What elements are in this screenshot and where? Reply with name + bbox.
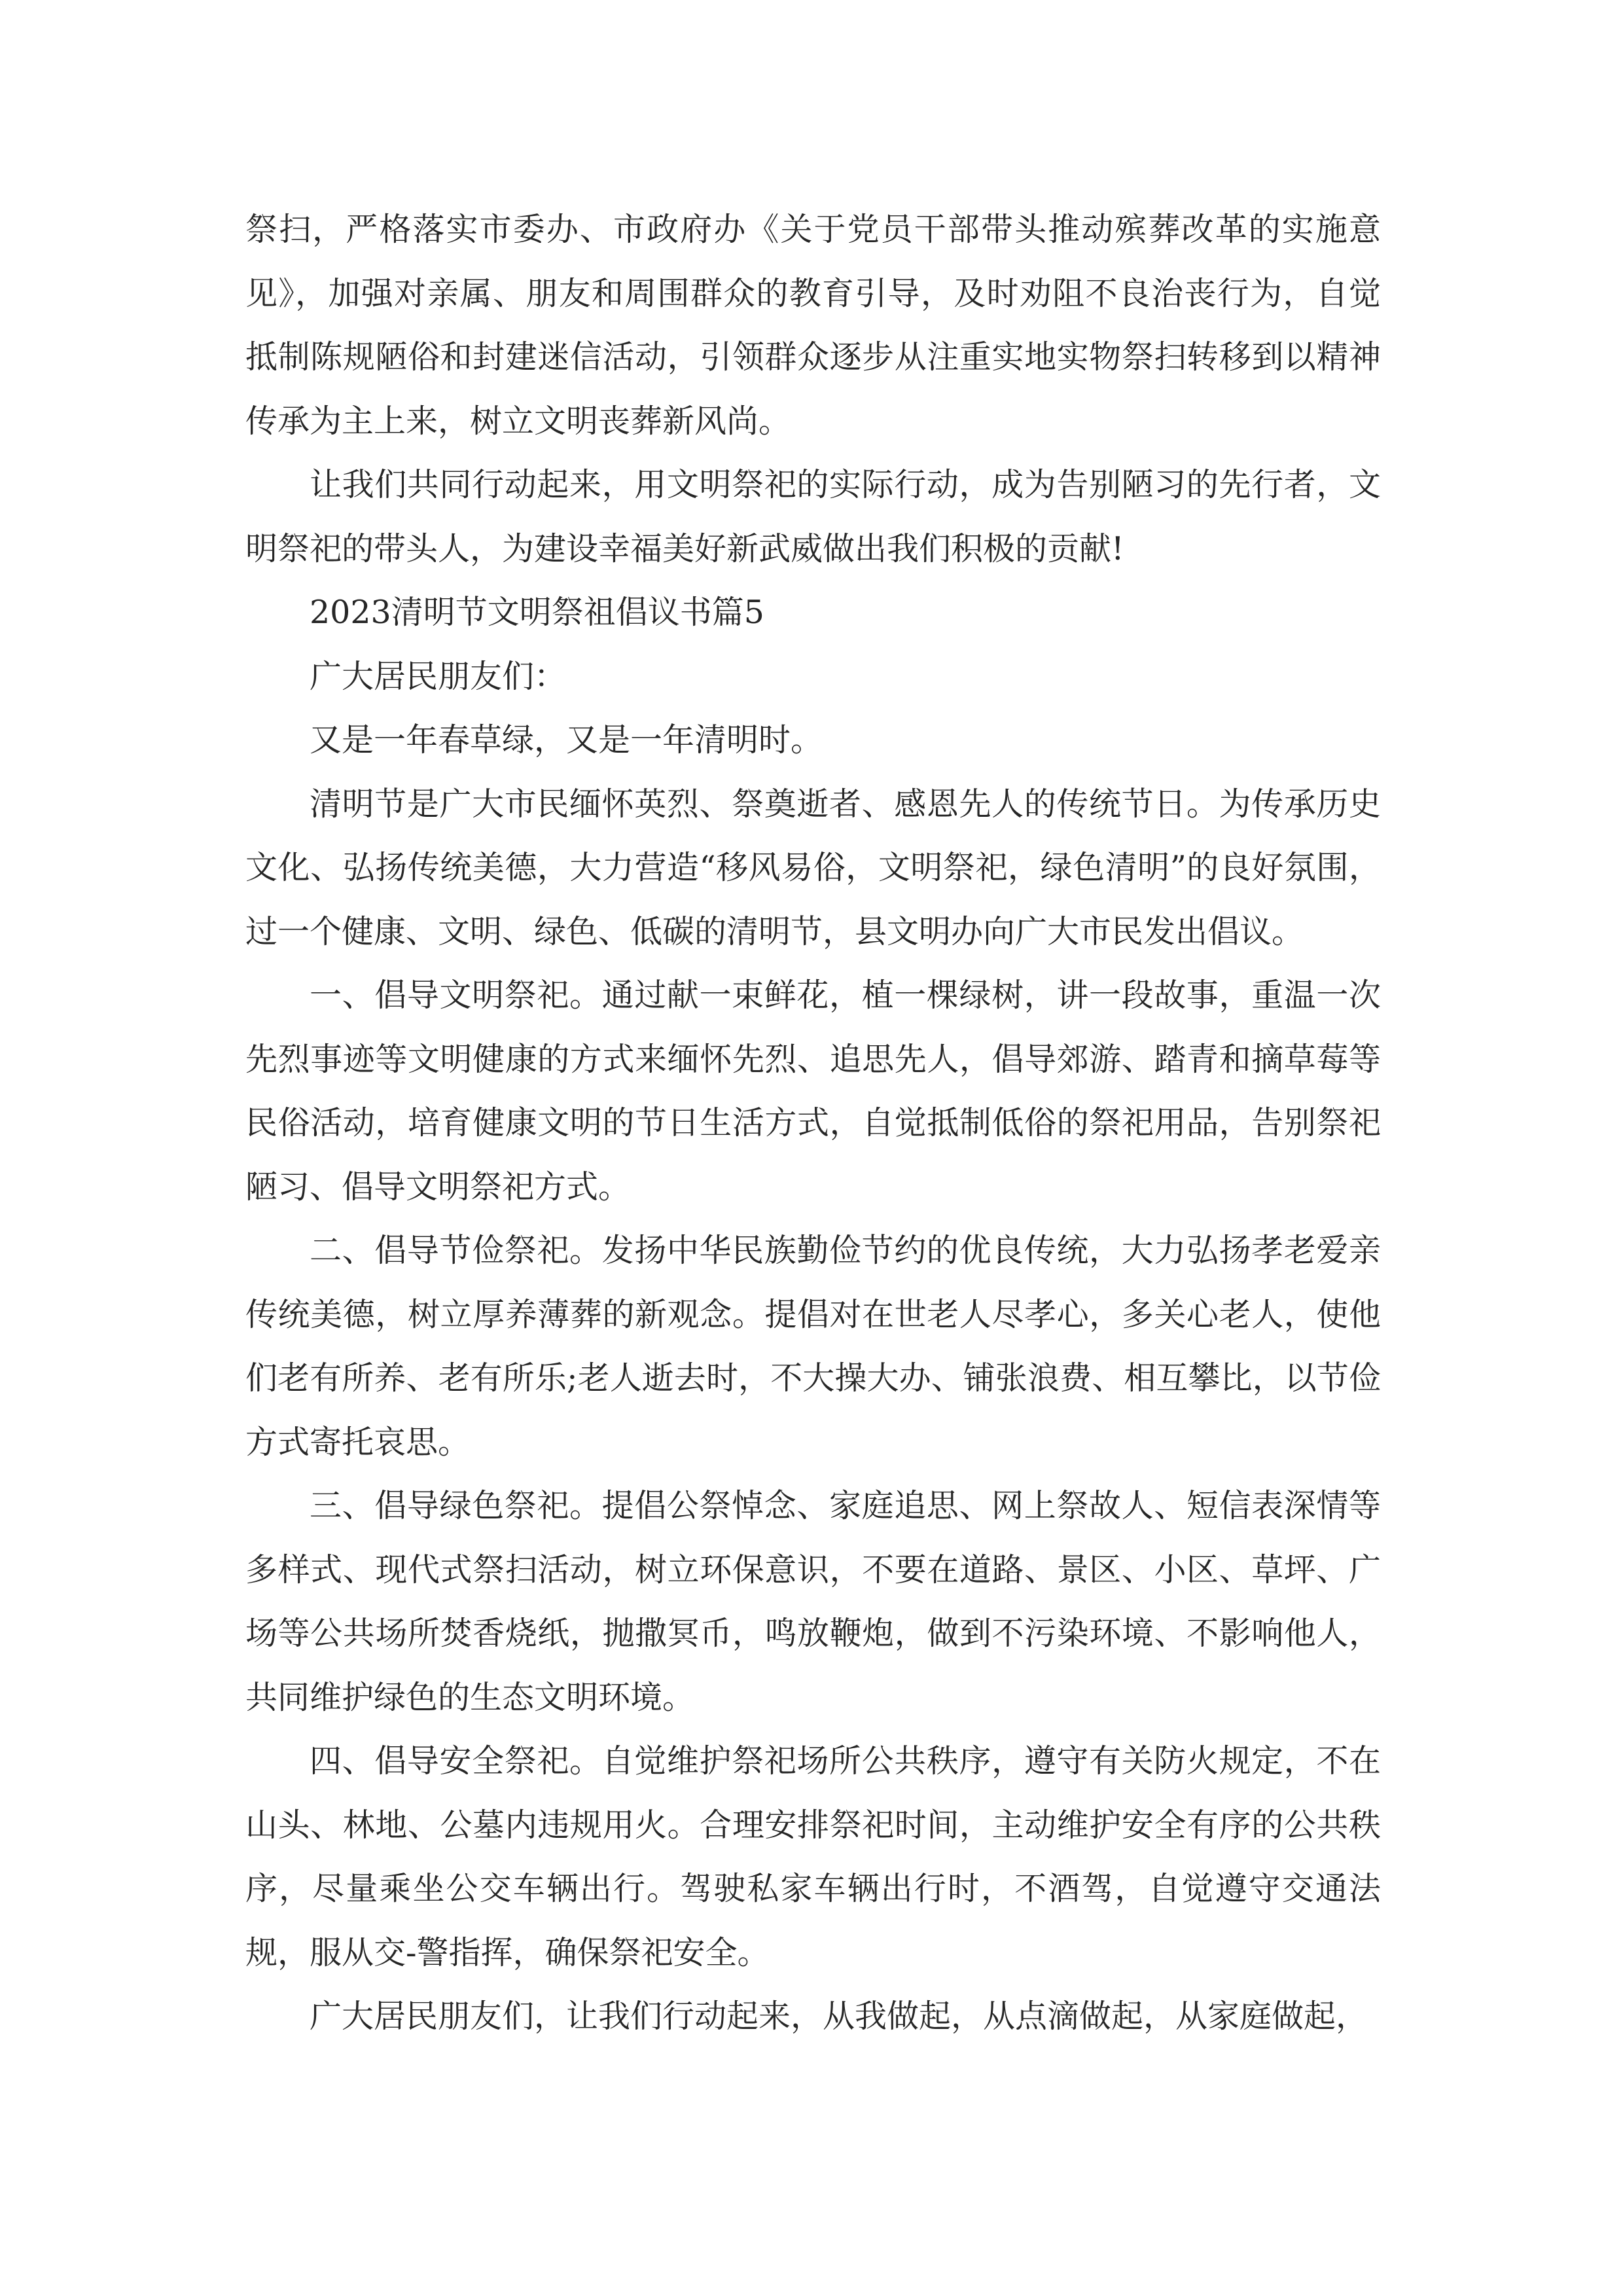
paragraph-intro: 清明节是广大市民缅怀英烈、祭奠逝者、感恩先人的传统节日。为传承历史文化、弘扬传统美德，大力营造“移风易俗，文明祭祀，绿色清明”的良好氛围，过一个健康、文明、绿色、低碳的清明节，县文明办向广大市民发出倡议。	[245, 785, 1381, 950]
document-body	[245, 198, 1381, 2049]
paragraph-item-3: 三、倡导绿色祭祀。提倡公祭悼念、家庭追思、网上祭故人、短信表深情等多样式、现代式祭扫活动，树立环保意识，不要在道路、景区、小区、草坪、广场等公共场所焚香烧纸，抛撒冥币，鸣放鞭炮，做到不污染环境、不影响他人，共同维护绿色的生态文明环境。	[245, 1487, 1381, 1716]
paragraph-item-2: 二、倡导节俭祭祀。发扬中华民族勤俭节约的优良传统，大力弘扬孝老爱亲传统美德，树立厚养薄葬的新观念。提倡对在世老人尽孝心，多关心老人，使他们老有所养、老有所乐;老人逝去时，不大操大办、铺张浪费、相互攀比，以节俭方式寄托哀思。	[245, 1232, 1381, 1461]
paragraph-call-to-action: 让我们共同行动起来，用文明祭祀的实际行动，成为告别陋习的先行者，文明祭祀的带头人，为建设幸福美好新武威做出我们积极的贡献!	[245, 466, 1381, 567]
paragraph-item-1: 一、倡导文明祭祀。通过献一束鲜花，植一棵绿树，讲一段故事，重温一次先烈事迹等文明健康的方式来缅怀先烈、追思先人，倡导郊游、踏青和摘草莓等民俗活动，培育健康文明的节日生活方式，自觉抵制低俗的祭祀用品，告别祭祀陋习、倡导文明祭祀方式。	[245, 977, 1381, 1206]
section-heading: 2023清明节文明祭祖倡议书篇5	[310, 594, 764, 631]
paragraph-closing: 广大居民朋友们，让我们行动起来，从我做起，从点滴做起，从家庭做起，	[310, 1998, 1368, 2035]
paragraph-item-4: 四、倡导安全祭祀。自觉维护祭祀场所公共秩序，遵守有关防火规定，不在山头、林地、公墓内违规用火。合理安排祭祀时间，主动维护安全有序的公共秩序，尽量乘坐公交车辆出行。驾驶私家车辆出行时，不酒驾，自觉遵守交通法规，服从交-警指挥，确保祭祀安全。	[245, 1742, 1381, 1971]
paragraph-opening: 又是一年春草绿，又是一年清明时。	[310, 721, 823, 759]
paragraph-continuation: 祭扫，严格落实市委办、市政府办《关于党员干部带头推动殡葬改革的实施意见》，加强对亲属、朋友和周围群众的教育引导，及时劝阻不良治丧行为，自觉抵制陈规陋俗和封建迷信活动，引领群众逐步从注重实地实物祭扫转移到以精神传承为主上来，树立文明丧葬新风尚。	[245, 211, 1381, 440]
salutation: 广大居民朋友们：	[310, 657, 567, 695]
